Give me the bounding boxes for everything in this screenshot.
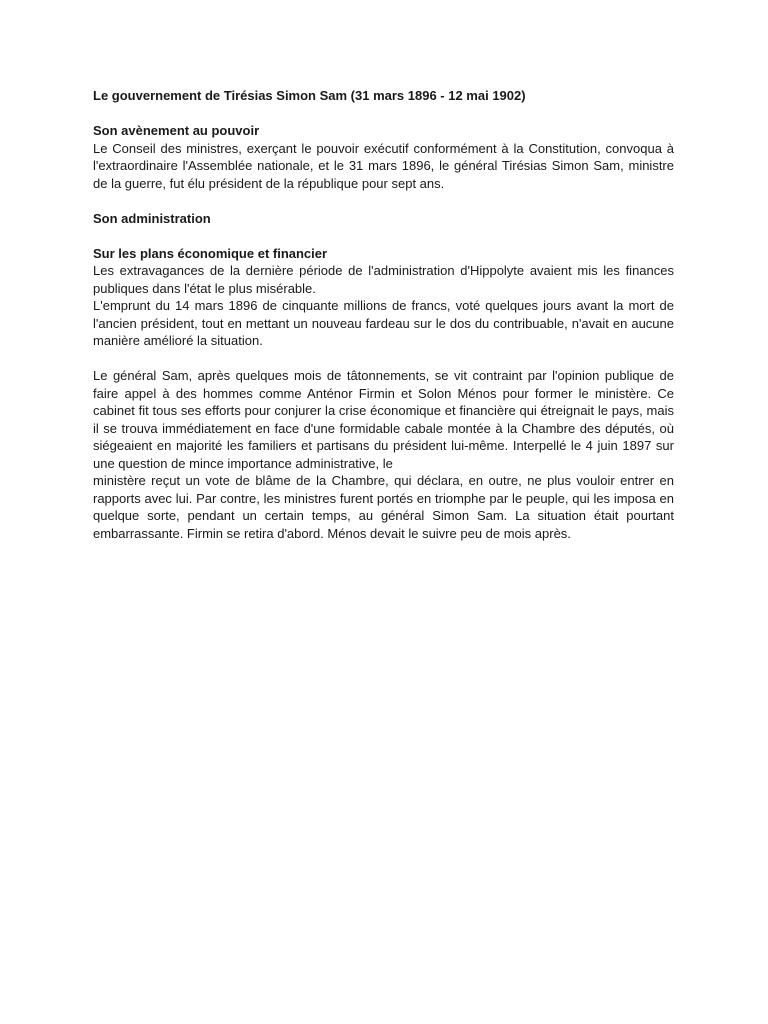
- spacer: [93, 350, 674, 368]
- document-page: [93, 87, 674, 542]
- paragraph-ministry-blame: ministère reçut un vote de blâme de la Chambre, qui déclara, en outre, ne plus vouloir entrer en rapports avec lui. Par contre, les ministres furent portés en triomphe par le peuple, qui les imposa en quelque sorte, pendant un certain temps, au général Simon Sam. La situation était pourtant embarrassante. Firmin se retira d'abord. Ménos devait le suivre peu de mois après.: [93, 473, 674, 541]
- spacer: [93, 192, 674, 210]
- section-heading-accession: Son avènement au pouvoir: [93, 123, 260, 138]
- section-heading-economic-financial: Sur les plans économique et financier: [93, 245, 328, 261]
- paragraph-loan: L'emprunt du 14 mars 1896 de cinquante millions de francs, voté quelques jours avant la mort de l'ancien président, tout en mettant un nouveau fardeau sur le dos du contribuable, n'avait en aucune manière amélioré la situation.: [93, 298, 674, 348]
- spacer: [93, 227, 674, 245]
- spacer: [93, 105, 674, 123]
- section-heading-administration: Son administration: [93, 210, 211, 226]
- document-title: Le gouvernement de Tirésias Simon Sam (31 mars 1896 - 12 mai 1902): [93, 88, 526, 103]
- paragraph-accession: Le Conseil des ministres, exerçant le pouvoir exécutif conformément à la Constitution, convoqua à l'extraordinaire l'Assemblée nationale, et le 31 mars 1896, le général Tirésias Simon Sam, ministre de la guerre, fut élu président de la république pour sept ans.: [93, 140, 674, 191]
- paragraph-extravagances: Les extravagances de la dernière période de l'administration d'Hippolyte avaient mis les finances publiques dans l'état le plus misérable.: [93, 263, 674, 296]
- paragraph-general-sam: Le général Sam, après quelques mois de tâtonnements, se vit contraint par l'opinion publique de faire appel à des hommes comme Anténor Firmin et Solon Ménos pour former le ministère. Ce cabinet fit tous ses efforts pour conjurer la crise économique et financière qui étreignait le pays, mais il se trouva immédiatement en face d'une formidable cabale montée à la Chambre des députés, où siégeaient en majorité les familiers et partisans du président lui-même. Interpellé le 4 juin 1897 sur une question de mince importance administrative, le: [93, 368, 674, 471]
